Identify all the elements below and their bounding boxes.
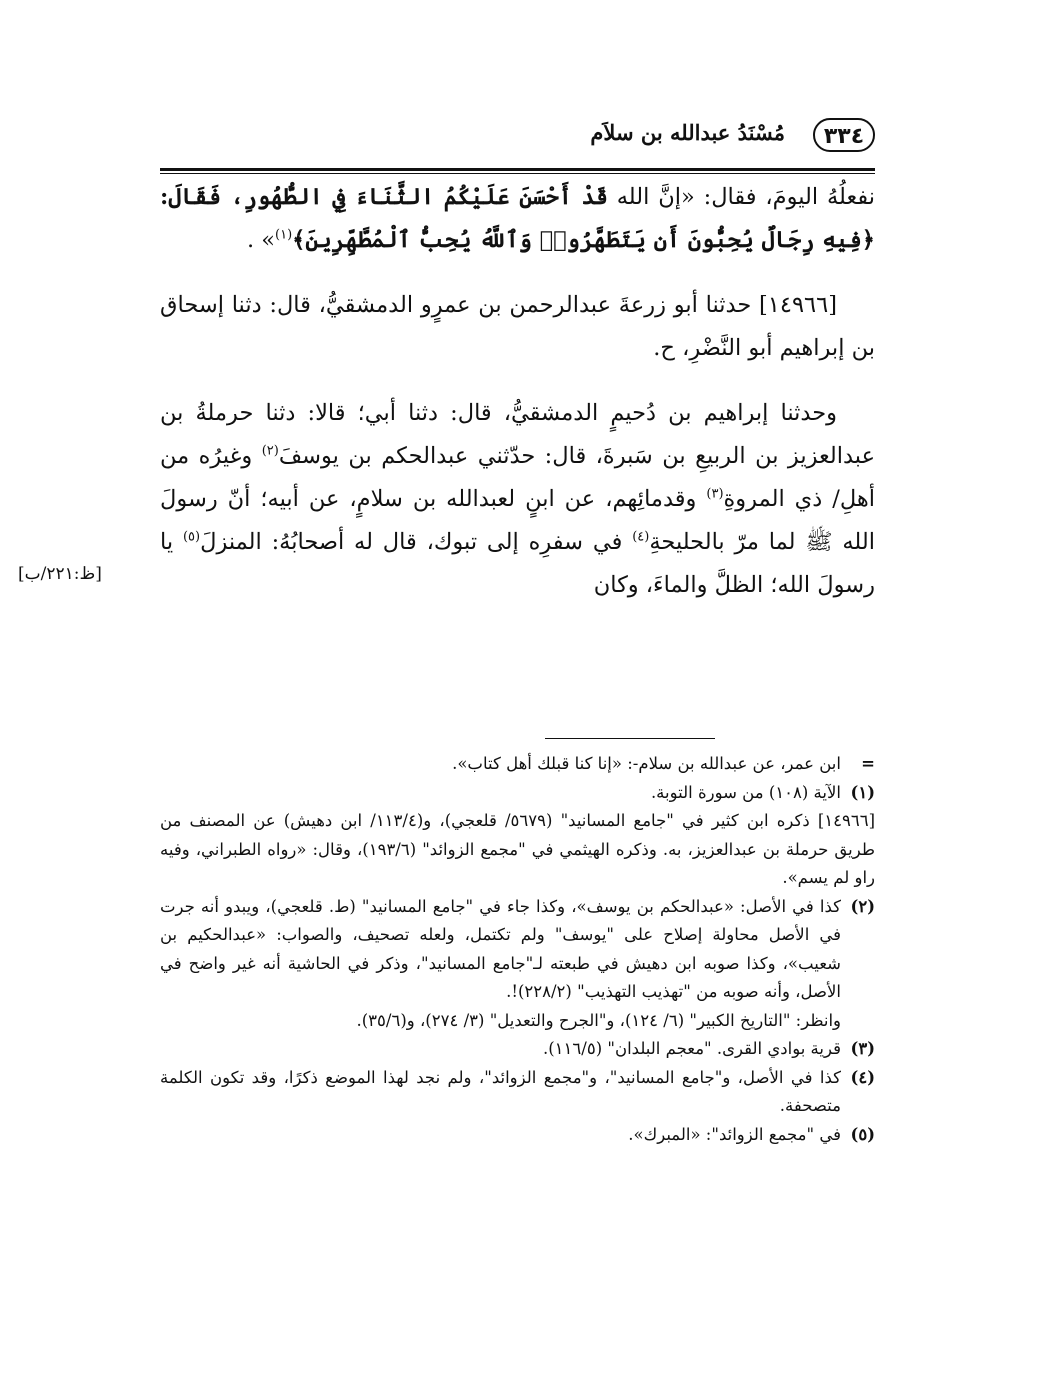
footnote-2 bbox=[160, 893, 875, 1007]
para3-c: وقدمائِهم، عن ابنٍ لعبدالله بن سلامٍ، عن أبيه؛ أنّ رسولَ الله ﷺ لما مرّ بالحليحةِ bbox=[160, 486, 875, 555]
manuscript-folio-note: [ظ:٢٢١/ب] bbox=[18, 564, 102, 584]
running-title: مُسْنَدُ عبدالله بن سلاَم bbox=[590, 120, 785, 145]
footnote-mark: (٥) bbox=[850, 1124, 875, 1144]
footnote-hadith-takhrij bbox=[160, 807, 875, 893]
footnote-ref-4: (٤) bbox=[632, 529, 650, 545]
para1-text: نفعلُهُ اليومَ، فقال: «إنَّ الله bbox=[607, 184, 875, 210]
footnote-mark: (٢) bbox=[850, 896, 875, 916]
footnote-2-continued bbox=[160, 1007, 875, 1036]
footnotes bbox=[160, 750, 875, 1149]
header-rule bbox=[160, 168, 875, 174]
footnote-text: قرية بوادي القرى. "معجم البلدان" (١١٦/٥). bbox=[542, 1039, 841, 1058]
page-header bbox=[160, 112, 875, 166]
footnote-3 bbox=[160, 1035, 875, 1064]
footnote-continuation bbox=[160, 750, 875, 779]
footnote-mark: (٤) bbox=[850, 1067, 875, 1087]
main-text bbox=[160, 176, 875, 607]
footnote-text: ذكره ابن كثير في "جامع المسانيد" (٥٦٧٩/ قلعجي)، و(١١٣/٤/ ابن دهيش) عن المصنف من طريق حرملة بن عبدالعزيز، به. وذكره الهيثمي في "مجمع الزوائد" (١٩٣/٦)، وقال: «رواه الطبراني، وفيه راو لم يسم». bbox=[160, 811, 875, 887]
para3-e: يا رسولَ الله؛ الظلَّ والماءَ، وكان bbox=[160, 529, 875, 598]
paragraph-1 bbox=[160, 176, 875, 262]
footnote-ref-2: (٢) bbox=[261, 443, 279, 459]
footnote-ref-1: (١) bbox=[275, 227, 293, 243]
para3-b: وغيرُه من أهلِ/ ذي المروةِ bbox=[160, 443, 875, 512]
para3-d: في سفرِه إلى تبوك، قال له أصحابُهُ: المنزلَ bbox=[200, 529, 633, 555]
footnote-text: كذا في الأصل، و"جامع المسانيد"، و"مجمع الزوائد"، ولم نجد لهذا الموضع ذكرًا، وقد تكون الكلمة متصحفة. bbox=[160, 1067, 841, 1115]
footnote-mark-continued: = bbox=[861, 754, 875, 773]
footnote-ref-3: (٣) bbox=[706, 486, 724, 502]
hadith-number: [١٤٩٦٦] bbox=[817, 811, 875, 830]
footnote-5 bbox=[160, 1121, 875, 1150]
para3-a: وحدثنا إبراهيم بن دُحيمٍ الدمشقيُّ، قال: دثنا أبي؛ قالا: دثنا حرملةُ بن عبدالعزيز بن الربيعِ بن سَبرةَ، قال: حدّثني عبدالحكم بن يوسفَ bbox=[160, 400, 876, 469]
paragraph-2: [١٤٩٦٦] حدثنا أبو زرعةَ عبدالرحمن بن عمرٍو الدمشقيُّ، قال: دثنا إسحاق بن إبراهيم أبو النَّضْرِ، ح. bbox=[160, 292, 875, 361]
quran-quote: قَدْ أَحْسَنَ عَلَيْكُمُ الثَّنَاءَ فِي الطُّهُورِ، فَقَالَ: ﴿فِيهِ رِجَالٌ يُحِبُّونَ أَن يَتَطَهَّرُوا۟ وَٱللَّهُ يُحِبُّ ٱلْمُطَّهِّرِينَ﴾ bbox=[160, 184, 875, 253]
footnote-mark: (٣) bbox=[850, 1039, 875, 1058]
footnote-mark: (١) bbox=[850, 782, 875, 802]
footnote-text: الآية (١٠٨) من سورة التوبة. bbox=[650, 782, 841, 802]
footnote-text: كذا في الأصل: «عبدالحكم بن يوسف»، وكذا جاء في "جامع المسانيد" (ط. قلعجي)، ويبدو أنه جرت في الأصل محاولة إصلاح على "يوسف" ولم تكتمل، ولعله تصحيف، والصواب: «عبدالحكيم بن شعيب»، وكذا صوبه ابن دهيش في طبعته لـ"جامع المسانيد"، وذكر في الحاشية أنه غير واضح في الأصل، وأنه صوبه من "تهذيب التهذيب" (٢٢٨/٢)!. bbox=[160, 896, 841, 1001]
footnote-text: وانظر: "التاريخ الكبير" (٦/ ١٢٤)، و"الجرح والتعديل" (٣/ ٢٧٤)، و(٣٥/٦). bbox=[356, 1010, 841, 1030]
footnote-divider bbox=[545, 738, 715, 739]
paragraph-3 bbox=[160, 392, 875, 607]
footnote-4 bbox=[160, 1064, 875, 1121]
footnote-ref-5: (٥) bbox=[182, 529, 201, 545]
page-number: ٣٣٤ bbox=[813, 118, 875, 152]
footnote-text: في "مجمع الزوائد": «المبرك». bbox=[628, 1124, 841, 1144]
footnote-text: ابن عمر، عن عبدالله بن سلام-: «إنا كنا قبلك أهل كتاب». bbox=[452, 754, 841, 773]
book-page bbox=[160, 0, 875, 1400]
para1-end: » . bbox=[246, 227, 276, 253]
footnote-1 bbox=[160, 779, 875, 808]
